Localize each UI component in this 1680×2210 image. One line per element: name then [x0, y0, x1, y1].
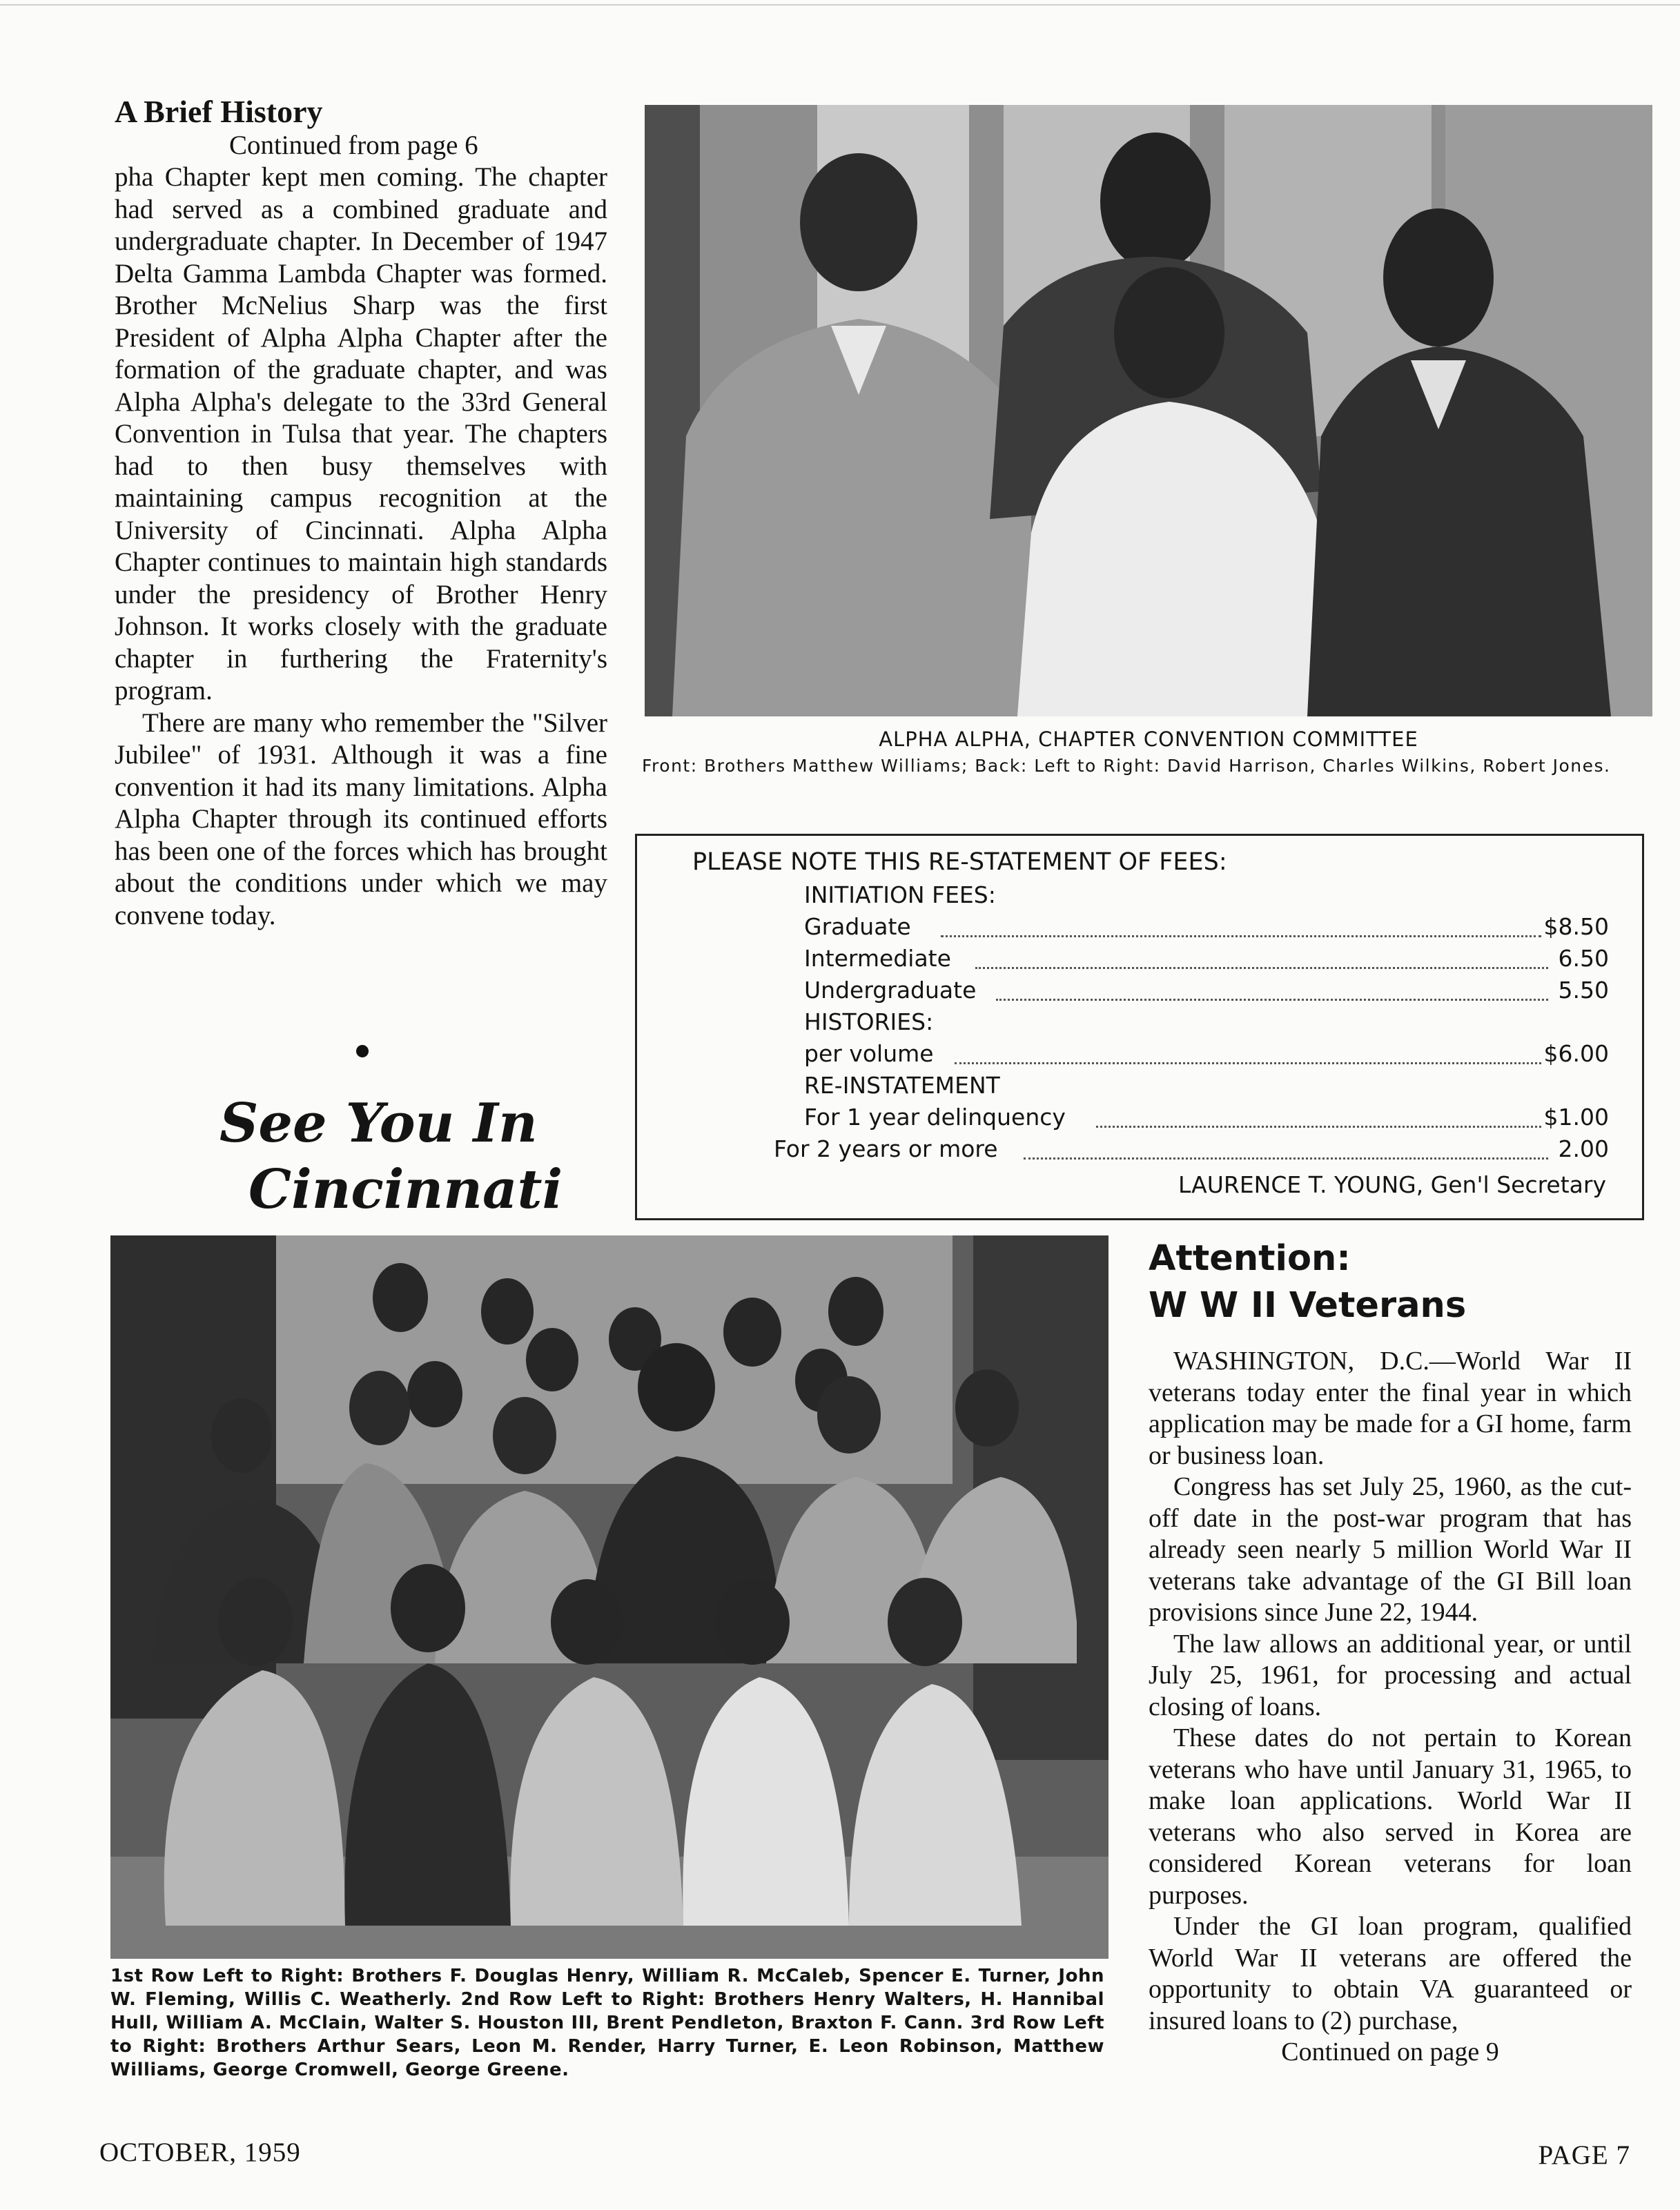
- see-you-in-cincinnati-slogan: [193, 1091, 563, 1223]
- history-article: [115, 94, 607, 932]
- fee-amount: $6.00: [1543, 1040, 1609, 1067]
- fee-row-per-volume: [637, 1039, 1645, 1069]
- reinstatement-heading: [637, 1070, 1645, 1101]
- fee-row-two-years: [637, 1134, 1645, 1164]
- fee-amount: 2.00: [1558, 1135, 1609, 1162]
- group-photo-caption: 1st Row Left to Right: Brothers F. Douglas Henry, William R. McCaleb, Spencer E. Turner, John W. Fleming, Willis C. Weatherly. 2nd Row Left to Right: Brothers Henry Walters, H. Hannibal Hull, William A. McClain, Walter S. Houston III, Brent Pendleton, Braxton F. Cann. 3rd Row Left to Right: Brothers Arthur Sears, Leon M. Render, Harry Turner, E. Leon Robinson, Matthew Williams, George Cromwell, George Greene.: [110, 1966, 1104, 2080]
- fee-amount: $8.50: [1543, 913, 1609, 940]
- veterans-body: [1149, 1346, 1632, 2069]
- fee-label: Undergraduate: [804, 977, 977, 1004]
- fee-row-graduate: [637, 912, 1645, 942]
- history-paragraph-2: There are many who remember the "Silver Jubilee" of 1931. Although it was a fine convention it had its many limitations. Alpha Alpha Chapter through its continued efforts has been one of the forces which has brought about the conditions under which we may convene today.: [115, 707, 607, 930]
- veterans-title-line-1: Attention:: [1149, 1238, 1351, 1279]
- fee-label: Graduate: [804, 913, 911, 940]
- fee-row-one-year: [637, 1102, 1645, 1133]
- dot-leader: [1096, 1126, 1541, 1128]
- veterans-title-line-2: W W II Veterans: [1149, 1285, 1467, 1326]
- fee-row-undergraduate: [637, 975, 1645, 1006]
- page-number: PAGE 7: [1538, 2140, 1630, 2170]
- fee-amount: $1.00: [1543, 1104, 1609, 1131]
- fee-amount: 6.50: [1558, 945, 1609, 972]
- continued-from-note: Continued from page 6: [229, 130, 478, 160]
- top-rule: [0, 4, 1680, 6]
- bullet-dot: [356, 1045, 369, 1057]
- initiation-fees-heading: [637, 880, 1645, 910]
- history-paragraph-1: pha Chapter kept men coming. The chapter had served as a combined graduate and undergraduate chapter. In December of 1947 Delta Gamma Lambda Chapter was formed. Brother McNelius Sharp was the first President of Alpha Alpha Chapter after the formation of the graduate chapter, and was Alpha Alpha's delegate to the 33rd General Convention in Tulsa that year. The chapters had to then busy themselves with maintaining campus recognition at the University of Cincinnati. Alpha Alpha Chapter continues to maintain high standards under the presidency of Brother Henry Johnson. It works closely with the graduate chapter in furthering the Fraternity's program.: [115, 162, 607, 705]
- dot-leader: [975, 967, 1548, 969]
- slogan-line-2: Cincinnati: [248, 1158, 563, 1221]
- fee-label: Intermediate: [804, 945, 951, 972]
- dot-leader: [941, 935, 1541, 937]
- veterans-paragraph-1: WASHINGTON, D.C.—World War II veterans today enter the final year in which application may be made for a GI home, farm or business loan.: [1149, 1347, 1632, 1470]
- fee-row-intermediate: [637, 943, 1645, 974]
- fee-label: For 2 years or more: [774, 1135, 998, 1162]
- veterans-paragraph-2: Congress has set July 25, 1960, as the cut-off date in the post-war program that has already seen nearly 5 million World War II veterans take advantage of the GI Bill loan provisions since June 22, 1944.: [1149, 1472, 1632, 1627]
- slogan-line-1: See You In: [219, 1092, 538, 1155]
- initiation-heading-text: INITIATION FEES:: [804, 881, 996, 908]
- continued-on-note: Continued on page 9: [1281, 2037, 1499, 2066]
- history-title: A Brief History: [115, 94, 323, 129]
- reinstatement-heading-text: RE-INSTATEMENT: [804, 1072, 1000, 1099]
- histories-heading: [637, 1007, 1645, 1037]
- fee-label: per volume: [804, 1040, 934, 1067]
- committee-photo: [645, 105, 1652, 716]
- veterans-article: [1149, 1235, 1632, 2066]
- committee-caption-names: Front: Brothers Matthew Williams; Back: Left to Right: David Harrison, Charles Wilkins, Robert Jones.: [642, 756, 1611, 776]
- histories-heading-text: HISTORIES:: [804, 1008, 934, 1035]
- dot-leader: [996, 999, 1548, 1001]
- group-photo: [110, 1235, 1108, 1959]
- fees-box: [635, 834, 1644, 1220]
- fees-title: PLEASE NOTE THIS RE-STATEMENT OF FEES:: [692, 848, 1227, 876]
- veterans-paragraph-4: These dates do not pertain to Korean veterans who have until January 31, 1965, to make loan applications. World War II veterans who also served in Korea are considered Korean veterans for loan purposes.: [1149, 1723, 1632, 1910]
- dot-leader: [1024, 1157, 1548, 1160]
- committee-caption-title: ALPHA ALPHA, CHAPTER CONVENTION COMMITTEE: [879, 727, 1418, 751]
- fee-amount: 5.50: [1558, 977, 1609, 1004]
- secretary-signature: LAURENCE T. YOUNG, Gen'l Secretary: [1178, 1171, 1606, 1198]
- fee-label: For 1 year delinquency: [804, 1104, 1066, 1131]
- veterans-paragraph-3: The law allows an additional year, or until July 25, 1961, for processing and actual closing of loans.: [1149, 1629, 1632, 1721]
- dot-leader: [955, 1062, 1541, 1064]
- issue-date: OCTOBER, 1959: [99, 2138, 301, 2167]
- veterans-paragraph-5: Under the GI loan program, qualified World War II veterans are offered the opportunity to obtain VA guaranteed or insured loans to (2) purchase,: [1149, 1912, 1632, 2035]
